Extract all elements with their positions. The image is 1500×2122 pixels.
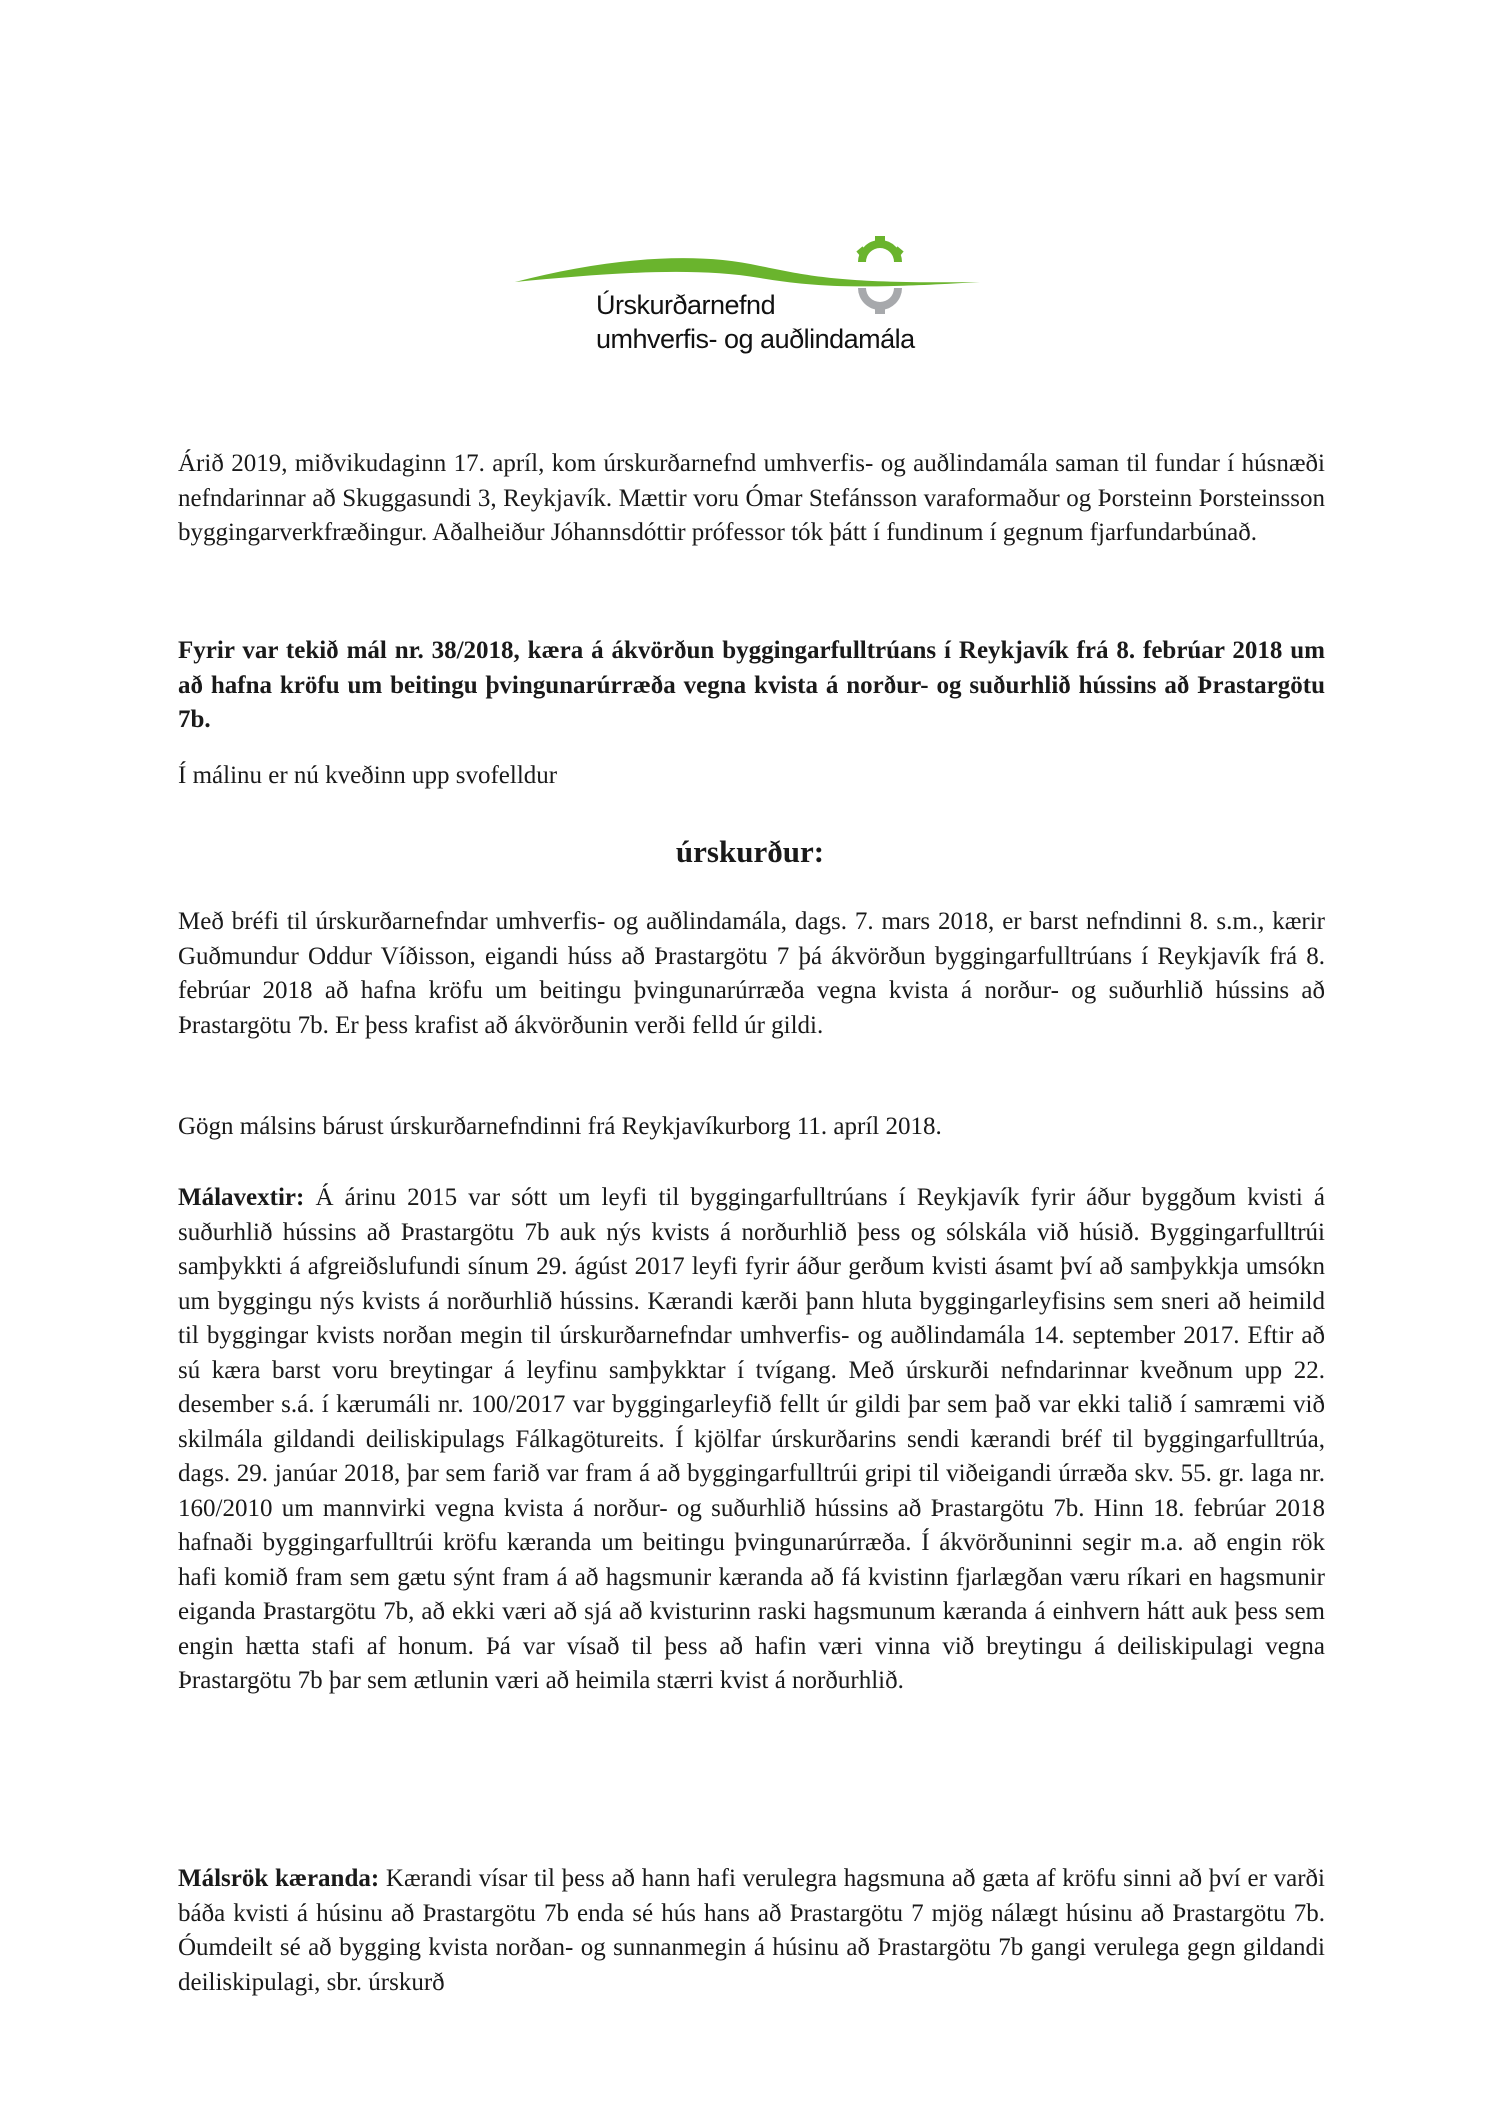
logo-title-line2: umhverfis- og auðlindamála <box>596 324 915 354</box>
arguments-paragraph <box>178 1862 1325 2000</box>
meeting-intro-paragraph: Árið 2019, miðvikudaginn 17. apríl, kom úrskurðarnefnd umhverfis- og auðlindamála saman til fundar í húsnæði nefndarinnar að Skuggasundi 3, Reykjavík. Mættir voru Ómar Stefánsson varaformaður og Þorsteinn Þorsteinsson byggingarverkfræðingur. Aðalheiður Jóhannsdóttir prófessor tók þátt í fundinum í gegnum fjarfundarbúnað. <box>178 450 1325 546</box>
ruling-intro-line: Í málinu er nú kveðinn upp svofelldur <box>178 762 558 789</box>
arguments-text: Kærandi vísar til þess að hann hafi verulegra hagsmuna að gæta af kröfu sinni að því er varði báða kvisti á húsinu að Þrastargötu 7b enda sé hús hans að Þrastargötu 7 mjög nálægt húsinu að Þrastargötu 7b. Óumdeilt sé að bygging kvista norðan- og sunnanmegin á húsinu að Þrastargötu 7b gangi verulega gegn gildandi deiliskipulagi, sbr. úrskurð <box>178 1865 1325 1996</box>
logo-title-line1: Úrskurðarnefnd <box>596 290 776 320</box>
committee-logo <box>510 230 990 365</box>
ruling-heading: úrskurður: <box>675 834 825 869</box>
arguments-label: Málsrök kæranda: <box>178 1865 380 1892</box>
documents-paragraph: Gögn málsins bárust úrskurðarnefndinni frá Reykjavíkurborg 11. apríl 2018. <box>178 1113 942 1140</box>
facts-text: Á árinu 2015 var sótt um leyfi til byggingarfulltrúans í Reykjavík fyrir áður byggðum kvisti á suðurhlið hússins að Þrastargötu 7b auk nýs kvists á norðurhlið þess og sólskála við húsið. Byggingarfulltrúi samþykkti á afgreiðslufundi sínum 29. ágúst 2017 leyfi fyrir áður gerðum kvisti ásamt því að samþykkja umsókn um byggingu nýs kvists á norðurhlið hússins. Kærandi kærði þann hluta byggingarleyfisins sem sneri að heimild til byggingar kvists norðan megin til úrskurðarnefndar umhverfis- og auðlindamála 14. september 2017. Eftir að sú kæra barst voru breytingar á leyfinu samþykktar í tvígang. Með úrskurði nefndarinnar kveðnum upp 22. desember s.á. í kærumáli nr. 100/2017 var byggingarleyfið fellt úr gildi þar sem það var ekki talið í samræmi við skilmála gildandi deiliskipulags Fálkagötureits. Í kjölfar úrskurðarins sendi kærandi bréf til byggingarfulltrúa, dags. 29. janúar 2018, þar sem farið var fram á að byggingarfulltrúi gripi til viðeigandi úrræða skv. 55. gr. laga nr. 160/2010 um mannvirki vegna kvista á norður- og suðurhlið hússins að Þrastargötu 7b. Hinn 18. febrúar 2018 hafnaði byggingarfulltrúi kröfu kæranda um beitingu þvingunarúrræða. Í ákvörðuninni segir m.a. að engin rök hafi komið fram sem gætu sýnt fram á að hagsmunir kæranda að fá kvistinn fjarlægðan væru ríkari en hagsmunir eiganda Þrastargötu 7b, að ekki væri að sjá að kvisturinn raski hagsmunum kæranda á einhvern hátt auk þess sem engin hætta stafi af honum. Þá var vísað til þess að hafin væri vinna við breytingu á deiliskipulagi vegna Þrastargötu 7b þar sem ætlunin væri að heimila stærri kvist á norðurhlið. <box>178 1184 1325 1694</box>
facts-label: Málavextir: <box>178 1184 305 1211</box>
case-description-paragraph: Fyrir var tekið mál nr. 38/2018, kæra á ákvörðun byggingarfulltrúans í Reykjavík frá 8. febrúar 2018 um að hafna kröfu um beitingu þvingunarúrræða vegna kvista á norður- og suðurhlið hússins að Þrastargötu 7b. <box>178 637 1325 733</box>
complaint-paragraph: Með bréfi til úrskurðarnefndar umhverfis- og auðlindamála, dags. 7. mars 2018, er barst nefndinni 8. s.m., kærir Guðmundur Oddur Víðisson, eigandi húss að Þrastargötu 7 þá ákvörðun byggingarfulltrúans í Reykjavík frá 8. febrúar 2018 að hafna kröfu um beitingu þvingunarúrræða vegna kvista á norður- og suðurhlið hússins að Þrastargötu 7b. Er þess krafist að ákvörðunin verði felld úr gildi. <box>178 908 1325 1039</box>
facts-paragraph <box>178 1181 1325 1699</box>
